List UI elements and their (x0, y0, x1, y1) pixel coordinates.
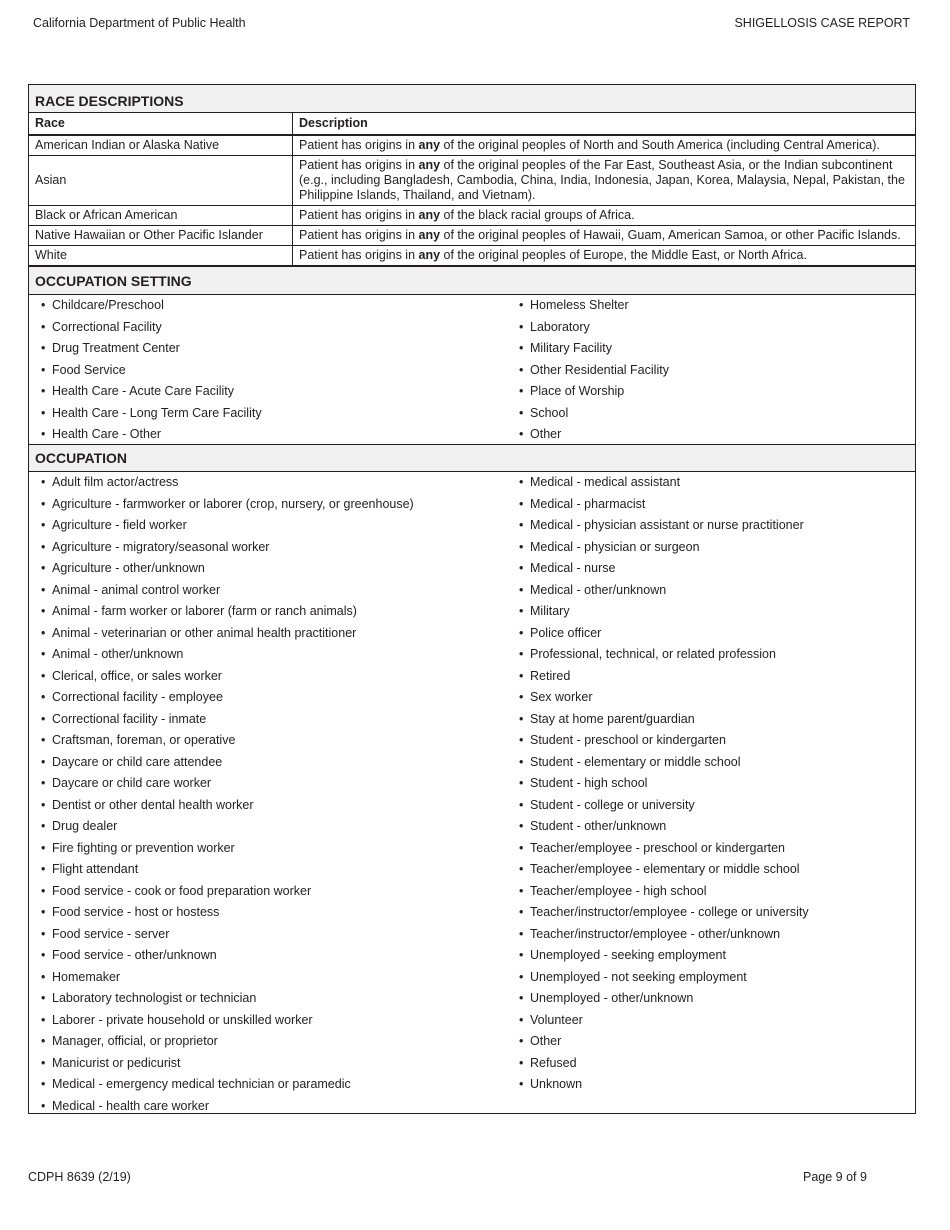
bullet-icon: • (41, 427, 46, 441)
list-item (519, 360, 669, 382)
bullet-icon: • (519, 319, 524, 334)
description-text: Patient has origins in (299, 248, 419, 262)
bullet-icon: • (41, 1012, 46, 1027)
list-item-label: Medical - health care worker (52, 1098, 210, 1113)
occupation-left-column (41, 472, 414, 1117)
list-item (41, 360, 262, 382)
list-item-label: Medical - other/unknown (530, 582, 667, 597)
description-text: Patient has origins in (299, 208, 419, 222)
list-item-label: Food service - cook or food preparation worker (52, 883, 312, 898)
bullet-icon: • (41, 1077, 46, 1091)
list-item-label: Daycare or child care attendee (52, 754, 223, 769)
list-item (41, 515, 414, 537)
list-item (519, 537, 809, 559)
list-item-label: Other (530, 1034, 562, 1048)
bullet-icon: • (519, 733, 524, 747)
list-item-label: Flight attendant (52, 862, 139, 876)
race-row (29, 135, 915, 156)
list-item (519, 515, 809, 537)
bullet-icon: • (41, 625, 46, 640)
race-table-header (29, 113, 915, 135)
bullet-icon: • (519, 362, 524, 377)
list-item (519, 403, 669, 425)
bullet-icon: • (519, 604, 524, 618)
race-name: Native Hawaiian or Other Pacific Islander (29, 226, 293, 246)
list-item-label: Teacher/employee - high school (530, 883, 707, 898)
bullet-icon: • (41, 539, 46, 554)
bullet-icon: • (519, 384, 524, 398)
bullet-icon: • (41, 690, 46, 704)
list-item (519, 558, 809, 580)
list-item-label: Agriculture - field worker (52, 518, 187, 532)
list-item (41, 687, 414, 709)
list-item-label: Health Care - Acute Care Facility (52, 384, 235, 398)
list-item (41, 623, 414, 645)
bullet-icon: • (41, 840, 46, 855)
list-item (519, 773, 809, 795)
list-item-label: Homeless Shelter (530, 298, 629, 312)
list-item-label: Animal - animal control worker (52, 582, 221, 597)
bullet-icon: • (519, 427, 524, 441)
list-item (519, 472, 809, 494)
list-item (41, 403, 262, 425)
list-item (519, 1074, 809, 1096)
race-row (29, 226, 915, 246)
list-item-label: Agriculture - farmworker or laborer (crop, nursery, or greenhouse) (52, 496, 414, 511)
list-item-label: Laboratory technologist or technician (52, 991, 257, 1005)
list-item-label: School (530, 405, 569, 420)
list-item (519, 424, 669, 446)
list-item (41, 859, 414, 881)
list-item (41, 424, 262, 446)
list-item (41, 381, 262, 403)
bullet-icon: • (41, 405, 46, 420)
bullet-icon: • (519, 776, 524, 790)
bullet-icon: • (519, 905, 524, 919)
bullet-icon: • (519, 298, 524, 312)
list-item (519, 859, 809, 881)
race-name: American Indian or Alaska Native (29, 135, 293, 156)
list-item (41, 494, 414, 516)
description-text: Patient has origins in (299, 158, 419, 172)
list-item (519, 580, 809, 602)
list-item-label: Military (530, 604, 570, 618)
race-name: White (29, 246, 293, 267)
bullet-icon: • (41, 862, 46, 876)
race-description (293, 206, 916, 226)
bullet-icon: • (41, 819, 46, 833)
bullet-icon: • (41, 948, 46, 962)
list-item-label: Drug Treatment Center (52, 341, 180, 355)
occupation-setting-left-column (41, 295, 262, 446)
list-item (519, 1053, 809, 1075)
description-text: Patient has origins in (299, 138, 419, 152)
list-item (519, 902, 809, 924)
race-column-header: Race (29, 113, 293, 135)
bullet-icon: • (41, 341, 46, 355)
occupation-setting-section-title: OCCUPATION SETTING (29, 267, 915, 295)
list-item-label: Teacher/instructor/employee - other/unknown (530, 926, 781, 941)
race-name: Black or African American (29, 206, 293, 226)
list-item (519, 1010, 809, 1032)
bullet-icon: • (41, 1098, 46, 1113)
bullet-icon: • (41, 668, 46, 683)
bullet-icon: • (519, 625, 524, 640)
list-item (519, 644, 809, 666)
bullet-icon: • (519, 711, 524, 726)
list-item (519, 494, 809, 516)
reference-tables (28, 84, 916, 1114)
bullet-icon: • (519, 496, 524, 511)
list-item-label: Childcare/Preschool (52, 298, 164, 312)
bullet-icon: • (519, 797, 524, 812)
bullet-icon: • (519, 969, 524, 984)
bullet-icon: • (519, 690, 524, 704)
list-item (519, 730, 809, 752)
list-item-label: Place of Worship (530, 384, 625, 398)
list-item (41, 338, 262, 360)
list-item (519, 623, 809, 645)
list-item (519, 666, 809, 688)
list-item-label: Animal - other/unknown (52, 647, 184, 661)
list-item-label: Manager, official, or proprietor (52, 1034, 218, 1048)
bullet-icon: • (41, 1055, 46, 1070)
list-item-label: Correctional Facility (52, 319, 162, 334)
description-text: of the black racial groups of Africa. (440, 208, 635, 222)
bullet-icon: • (41, 319, 46, 334)
list-item (41, 795, 414, 817)
bullet-icon: • (41, 711, 46, 726)
occupation-setting-right-column (519, 295, 669, 446)
list-item (519, 709, 809, 731)
bullet-icon: • (519, 341, 524, 355)
bullet-icon: • (519, 539, 524, 554)
list-item (519, 317, 669, 339)
bullet-icon: • (519, 1077, 524, 1091)
list-item (41, 902, 414, 924)
list-item-label: Agriculture - migratory/seasonal worker (52, 539, 270, 554)
bullet-icon: • (519, 1055, 524, 1070)
list-item-label: Student - elementary or middle school (530, 754, 741, 769)
list-item (41, 666, 414, 688)
list-item (41, 601, 414, 623)
list-item (519, 945, 809, 967)
bullet-icon: • (41, 991, 46, 1005)
bullet-icon: • (519, 561, 524, 575)
bullet-icon: • (519, 1034, 524, 1048)
bullet-icon: • (519, 819, 524, 833)
bullet-icon: • (519, 840, 524, 855)
list-item (41, 1074, 414, 1096)
list-item (41, 537, 414, 559)
list-item (41, 580, 414, 602)
race-section-title: RACE DESCRIPTIONS (29, 85, 915, 113)
list-item (519, 967, 809, 989)
list-item (41, 1096, 414, 1118)
list-item-label: Other (530, 427, 562, 441)
list-item-label: Student - other/unknown (530, 819, 667, 833)
bullet-icon: • (41, 776, 46, 790)
list-item-label: Medical - physician or surgeon (530, 539, 700, 554)
list-item (519, 924, 809, 946)
list-item (41, 472, 414, 494)
list-item-label: Laborer - private household or unskilled worker (52, 1012, 313, 1027)
list-item-label: Teacher/employee - elementary or middle school (530, 862, 800, 876)
list-item (41, 558, 414, 580)
list-item-label: Unemployed - other/unknown (530, 991, 694, 1005)
list-item-label: Refused (530, 1055, 577, 1070)
list-item-label: Correctional facility - employee (52, 690, 223, 704)
bullet-icon: • (41, 362, 46, 377)
bullet-icon: • (41, 561, 46, 575)
list-item-label: Medical - physician assistant or nurse practitioner (530, 518, 804, 532)
bullet-icon: • (41, 582, 46, 597)
race-table (29, 113, 915, 267)
list-item (519, 295, 669, 317)
bullet-icon: • (41, 905, 46, 919)
race-row (29, 206, 915, 226)
form-number: CDPH 8639 (2/19) (28, 1170, 131, 1184)
bullet-icon: • (519, 948, 524, 962)
list-item-label: Other Residential Facility (530, 362, 669, 377)
list-item (41, 1053, 414, 1075)
list-item-label: Food Service (52, 362, 126, 377)
list-item-label: Stay at home parent/guardian (530, 711, 695, 726)
occupation-list (29, 472, 915, 1112)
description-emphasis: any (418, 138, 441, 152)
bullet-icon: • (519, 582, 524, 597)
list-item (41, 881, 414, 903)
occupation-setting-list (29, 295, 915, 444)
bullet-icon: • (41, 298, 46, 312)
bullet-icon: • (519, 883, 524, 898)
description-emphasis: any (418, 158, 441, 172)
bullet-icon: • (41, 797, 46, 812)
list-item (41, 988, 414, 1010)
list-item (41, 1031, 414, 1053)
bullet-icon: • (41, 969, 46, 984)
list-item-label: Sex worker (530, 690, 593, 704)
bullet-icon: • (41, 496, 46, 511)
header-agency: California Department of Public Health (33, 16, 246, 30)
list-item (519, 1031, 809, 1053)
list-item (519, 816, 809, 838)
list-item (41, 709, 414, 731)
list-item-label: Adult film actor/actress (52, 475, 179, 489)
list-item-label: Dentist or other dental health worker (52, 797, 254, 812)
list-item-label: Daycare or child care worker (52, 776, 212, 790)
list-item-label: Craftsman, foreman, or operative (52, 733, 236, 747)
bullet-icon: • (519, 926, 524, 941)
bullet-icon: • (41, 384, 46, 398)
list-item-label: Homemaker (52, 969, 121, 984)
occupation-right-column (519, 472, 809, 1096)
bullet-icon: • (519, 991, 524, 1005)
occupation-section-title: OCCUPATION (29, 444, 915, 472)
list-item-label: Fire fighting or prevention worker (52, 840, 235, 855)
list-item (41, 1010, 414, 1032)
list-item-label: Student - high school (530, 776, 648, 790)
list-item (41, 838, 414, 860)
list-item-label: Medical - emergency medical technician or paramedic (52, 1077, 351, 1091)
description-text: of the original peoples of Europe, the Middle East, or North Africa. (440, 248, 807, 262)
description-text: of the original peoples of North and South America (including Central America). (440, 138, 880, 152)
list-item (41, 945, 414, 967)
list-item-label: Health Care - Other (52, 427, 162, 441)
list-item-label: Manicurist or pedicurist (52, 1055, 181, 1070)
bullet-icon: • (41, 475, 46, 489)
description-column-header: Description (293, 113, 916, 135)
list-item-label: Animal - veterinarian or other animal health practitioner (52, 625, 357, 640)
bullet-icon: • (519, 405, 524, 420)
list-item-label: Health Care - Long Term Care Facility (52, 405, 262, 420)
race-description (293, 226, 916, 246)
race-row (29, 156, 915, 206)
race-description (293, 156, 916, 206)
list-item (519, 795, 809, 817)
list-item-label: Student - preschool or kindergarten (530, 733, 726, 747)
bullet-icon: • (519, 647, 524, 661)
list-item (519, 381, 669, 403)
race-row (29, 246, 915, 267)
bullet-icon: • (41, 733, 46, 747)
list-item-label: Unknown (530, 1077, 583, 1091)
list-item-label: Teacher/instructor/employee - college or university (530, 905, 809, 919)
description-emphasis: any (418, 208, 441, 222)
list-item-label: Unemployed - not seeking employment (530, 969, 747, 984)
bullet-icon: • (519, 862, 524, 876)
bullet-icon: • (519, 518, 524, 532)
description-text: of the original peoples of the Far East, Southeast Asia, or the Indian subcontinent (e.g., including Bangladesh, Cambodia, China, India, Indonesia, Japan, Korea, Malaysia, Nepal, Pakistan, the Philippine Islands, Thailand, and Vietnam). (299, 158, 905, 202)
list-item-label: Retired (530, 668, 571, 683)
list-item (41, 967, 414, 989)
list-item (41, 730, 414, 752)
bullet-icon: • (41, 604, 46, 618)
list-item (519, 687, 809, 709)
list-item-label: Police officer (530, 625, 602, 640)
list-item (519, 988, 809, 1010)
list-item (519, 881, 809, 903)
list-item (41, 816, 414, 838)
bullet-icon: • (519, 668, 524, 683)
list-item (519, 338, 669, 360)
list-item-label: Drug dealer (52, 819, 118, 833)
list-item-label: Volunteer (530, 1012, 583, 1027)
list-item (41, 924, 414, 946)
list-item-label: Professional, technical, or related profession (530, 647, 776, 661)
list-item-label: Unemployed - seeking employment (530, 948, 726, 962)
bullet-icon: • (41, 926, 46, 941)
list-item-label: Food service - host or hostess (52, 905, 220, 919)
list-item-label: Food service - server (52, 926, 170, 941)
list-item-label: Animal - farm worker or laborer (farm or ranch animals) (52, 604, 357, 618)
list-item (41, 317, 262, 339)
list-item-label: Laboratory (530, 319, 590, 334)
bullet-icon: • (41, 647, 46, 661)
race-description (293, 135, 916, 156)
list-item-label: Agriculture - other/unknown (52, 561, 205, 575)
description-text: Patient has origins in (299, 228, 419, 242)
list-item-label: Medical - medical assistant (530, 475, 681, 489)
list-item (41, 773, 414, 795)
list-item-label: Medical - nurse (530, 561, 616, 575)
description-text: of the original peoples of Hawaii, Guam, American Samoa, or other Pacific Islands. (440, 228, 901, 242)
list-item-label: Military Facility (530, 341, 612, 355)
list-item-label: Food service - other/unknown (52, 948, 217, 962)
header-form-title: SHIGELLOSIS CASE REPORT (734, 16, 910, 30)
description-emphasis: any (418, 248, 441, 262)
bullet-icon: • (41, 518, 46, 532)
list-item (41, 295, 262, 317)
list-item (41, 752, 414, 774)
bullet-icon: • (519, 754, 524, 769)
bullet-icon: • (41, 754, 46, 769)
list-item-label: Clerical, office, or sales worker (52, 668, 222, 683)
list-item-label: Teacher/employee - preschool or kindergarten (530, 840, 785, 855)
list-item (41, 644, 414, 666)
list-item-label: Student - college or university (530, 797, 695, 812)
race-name: Asian (29, 156, 293, 206)
race-description (293, 246, 916, 267)
list-item (519, 838, 809, 860)
list-item (519, 752, 809, 774)
bullet-icon: • (519, 1012, 524, 1027)
page-number: Page 9 of 9 (803, 1170, 867, 1184)
bullet-icon: • (41, 883, 46, 898)
list-item-label: Correctional facility - inmate (52, 711, 207, 726)
bullet-icon: • (519, 475, 524, 489)
description-emphasis: any (418, 228, 441, 242)
list-item (519, 601, 809, 623)
bullet-icon: • (41, 1034, 46, 1048)
list-item-label: Medical - pharmacist (530, 496, 646, 511)
